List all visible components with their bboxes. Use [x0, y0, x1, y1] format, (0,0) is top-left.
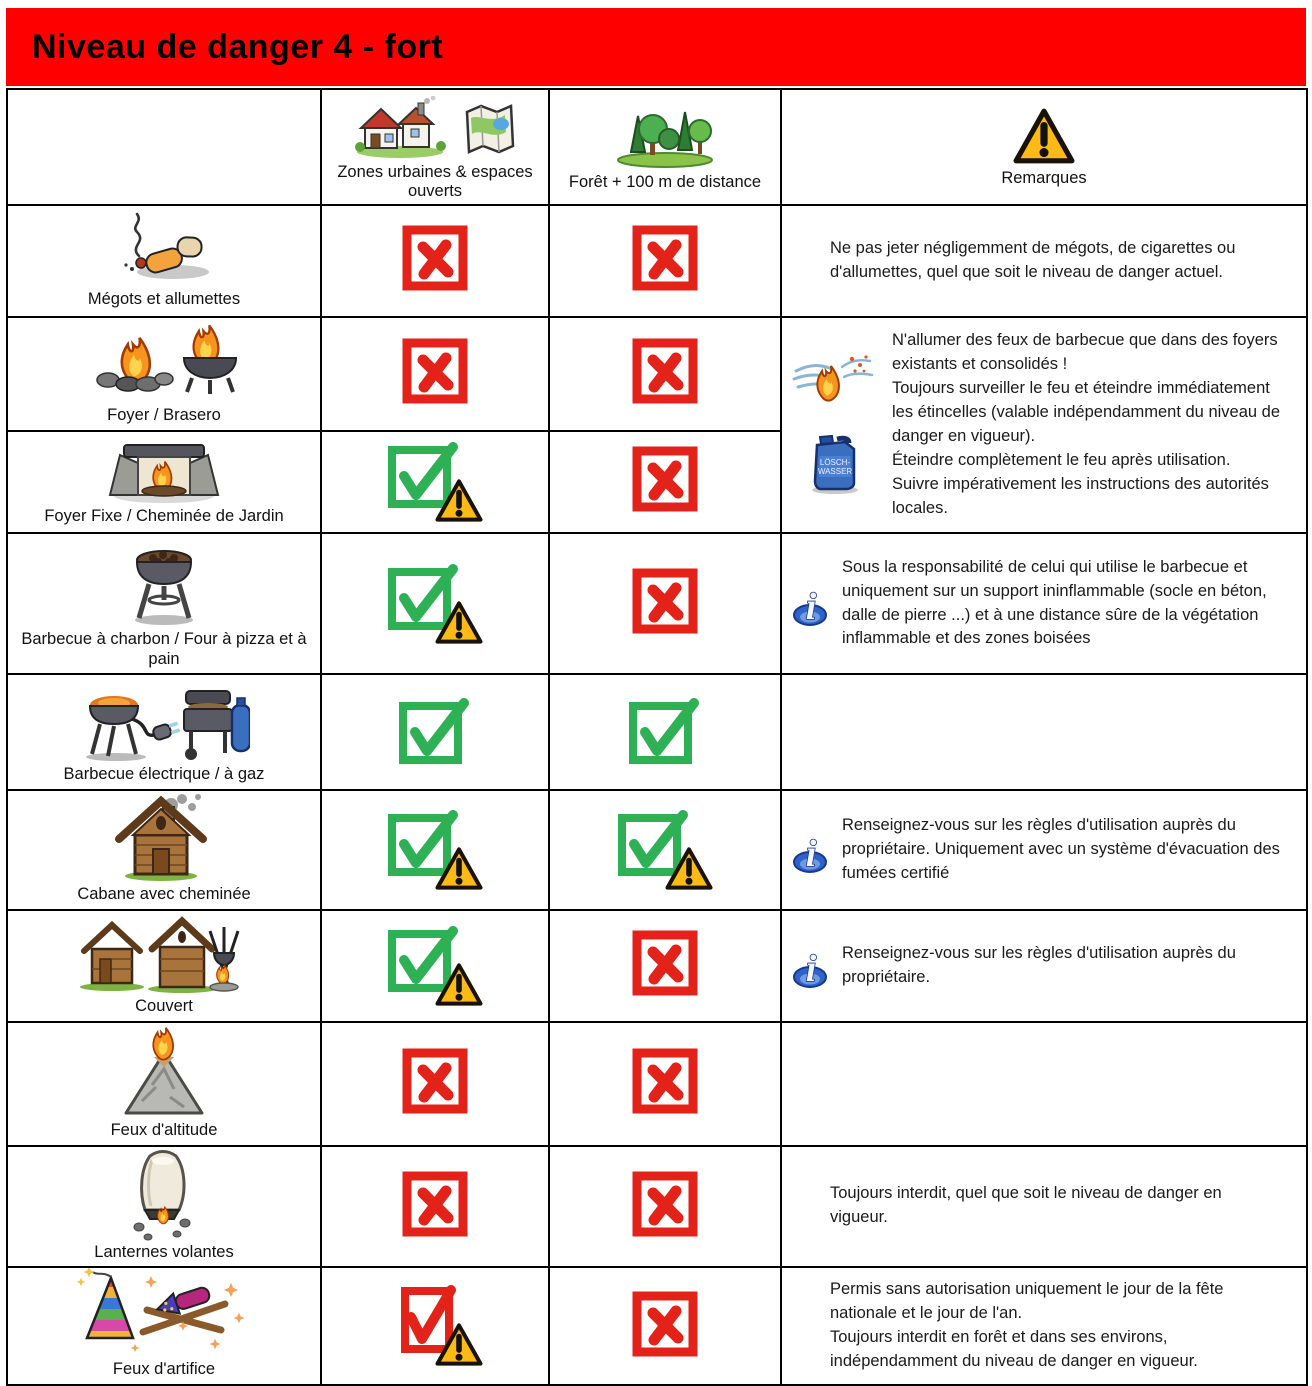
- svg-text:i: i: [805, 948, 817, 990]
- header-remarks-label: Remarques: [1001, 169, 1087, 188]
- svg-text:i: i: [805, 586, 817, 628]
- remarks-value-cell: [781, 1022, 1307, 1146]
- forest-status-cell: [549, 790, 781, 910]
- forbidden-icon: [632, 338, 698, 409]
- remark-line: Sous la responsabilité de celui qui utilise le barbecue et uniquement sur un support ininflammable (socle en béton, dalle de pierre ...) et à une distance sûre de la végétation inflammable et des zones boisées: [842, 557, 1267, 648]
- water-canister-icon: [806, 430, 864, 499]
- table-row: [7, 533, 1307, 675]
- remark-text: [838, 808, 1306, 892]
- allowed-with-warning-icon: [387, 561, 483, 647]
- allowed-with-warning-icon: [387, 807, 483, 893]
- page-title: Niveau de danger 4 - fort: [32, 27, 444, 66]
- restricted-with-warning-icon: [387, 1283, 483, 1369]
- activity-cell: [7, 790, 321, 910]
- activity-label: Barbecue électrique / à gaz: [63, 765, 265, 784]
- header-forest-label: Forêt + 100 m de distance: [568, 173, 762, 192]
- info-icon: [790, 575, 830, 632]
- forest-status-cell: [549, 1267, 781, 1385]
- svg-text:LÖSCH-: LÖSCH-: [819, 457, 851, 467]
- houses-icon: [353, 96, 447, 163]
- activity-label: Foyer / Brasero: [107, 405, 221, 424]
- remarks-value-cell: [781, 205, 1307, 317]
- warning-triangle-icon: [435, 963, 483, 1011]
- activity-cell: [7, 674, 321, 790]
- forbidden-icon: [632, 568, 698, 639]
- svg-text:WASSER: WASSER: [817, 466, 853, 476]
- forbidden-icon: [632, 930, 698, 1001]
- urban-status-cell: [321, 1267, 549, 1385]
- table-row: [7, 790, 1307, 910]
- remarks-value-cell: [781, 910, 1307, 1022]
- urban-status-cell: [321, 1022, 549, 1146]
- remark-line: Toujours surveiller le feu et éteindre immédiatement les étincelles (valable indépendamment du niveau de danger en vigueur).: [892, 378, 1280, 445]
- forbidden-icon: [632, 1291, 698, 1362]
- activity-cell: [7, 910, 321, 1022]
- remark-line: Renseignez-vous sur les règles d'utilisation auprès du propriétaire. Uniquement avec un système d'évacuation des fumées certifié: [842, 816, 1280, 882]
- remark-text: [888, 323, 1306, 526]
- remark-text: [782, 726, 1306, 738]
- cabin-chimney-icon: [103, 791, 225, 883]
- activity-cell: [7, 317, 321, 431]
- table-row: [7, 317, 1307, 431]
- shelter-icon: [76, 911, 252, 995]
- activity-cell: [7, 1267, 321, 1385]
- garden-fireplace-icon: [96, 433, 232, 505]
- warning-triangle-icon: [435, 1323, 483, 1371]
- map-icon: [461, 102, 517, 163]
- forbidden-icon: [632, 1048, 698, 1119]
- remarks-value-cell: [781, 1267, 1307, 1385]
- forest-status-cell: [549, 674, 781, 790]
- cigarette-butt-icon: [101, 208, 227, 288]
- remark-text: [838, 550, 1306, 658]
- forest-status-cell: [549, 533, 781, 675]
- allowed-icon: [398, 695, 472, 770]
- remark-text: [782, 231, 1306, 291]
- activity-label: Cabane avec cheminée: [77, 885, 251, 904]
- allowed-icon: [628, 695, 702, 770]
- urban-status-cell: [321, 790, 549, 910]
- urban-status-cell: [321, 910, 549, 1022]
- warning-triangle-icon: [435, 601, 483, 649]
- forest-status-cell: [549, 1146, 781, 1268]
- remark-line: N'allumer des feux de barbecue que dans des foyers existants et consolidés !: [892, 331, 1278, 374]
- forbidden-icon: [632, 446, 698, 517]
- remark-line: Suivre impérativement les instructions des autorités locales.: [892, 474, 1269, 517]
- table-row: [7, 205, 1307, 317]
- activity-label: Couvert: [135, 996, 193, 1015]
- urban-status-cell: [321, 317, 549, 431]
- activity-label: Lanternes volantes: [94, 1242, 234, 1261]
- forest-status-cell: [549, 910, 781, 1022]
- table-row: [7, 1022, 1307, 1146]
- header-remarks-cell: [781, 89, 1307, 205]
- activity-label: Mégots et allumettes: [87, 290, 241, 309]
- info-icon: [790, 822, 830, 879]
- forbidden-icon: [632, 225, 698, 296]
- forbidden-icon: [402, 1171, 468, 1242]
- remarks-value-cell: [781, 674, 1307, 790]
- allowed-with-warning-icon: [387, 923, 483, 1009]
- mountain-fire-icon: [110, 1023, 218, 1119]
- activity-label: Feux d'altitude: [110, 1120, 218, 1139]
- activity-label: Barbecue à charbon / Four à pizza et à pain: [21, 629, 307, 668]
- electric-gas-barbecue-icon: [78, 675, 250, 763]
- activity-cell: [7, 1146, 321, 1268]
- svg-text:i: i: [805, 832, 817, 874]
- forest-status-cell: [549, 205, 781, 317]
- header-urban-label: Zones urbaines & espaces ouverts: [337, 163, 533, 200]
- warning-triangle-icon: [1013, 108, 1075, 169]
- remark-text: [782, 1272, 1306, 1380]
- table-row: [7, 674, 1307, 790]
- forest-icon: [612, 104, 718, 173]
- table-row: [7, 910, 1307, 1022]
- urban-status-cell: [321, 674, 549, 790]
- header-forest-cell: [549, 89, 781, 205]
- remark-text: [838, 936, 1306, 996]
- urban-status-cell: [321, 1146, 549, 1268]
- remarks-value-cell: [781, 533, 1307, 675]
- fireworks-icon: [71, 1268, 257, 1358]
- sky-lantern-icon: [117, 1147, 211, 1241]
- activity-label: Feux d'artifice: [112, 1360, 216, 1379]
- header-urban-cell: [321, 89, 549, 205]
- remark-line: Toujours interdit en forêt et dans ses environs, indépendamment du niveau de danger en vigueur.: [830, 1328, 1198, 1371]
- activity-cell: [7, 533, 321, 675]
- forest-status-cell: [549, 431, 781, 533]
- header-row: [7, 89, 1307, 205]
- activity-cell: [7, 1022, 321, 1146]
- warning-triangle-icon: [435, 479, 483, 527]
- remarks-value-cell: [781, 317, 1307, 533]
- charcoal-barbecue-icon: [108, 534, 220, 628]
- danger-level-banner: [6, 8, 1306, 86]
- campfire-brazier-icon: [86, 318, 242, 404]
- forbidden-icon: [402, 225, 468, 296]
- forest-status-cell: [549, 317, 781, 431]
- remark-line: Toujours interdit, quel que soit le niveau de danger en vigueur.: [830, 1184, 1222, 1227]
- header-activity-cell: [7, 89, 321, 205]
- info-icon: [790, 937, 830, 994]
- warning-triangle-icon: [665, 847, 713, 895]
- remark-text: [782, 1176, 1306, 1236]
- remark-line: Ne pas jeter négligemment de mégots, de cigarettes ou d'allumettes, quel que soit le niveau de danger actuel.: [830, 239, 1236, 281]
- remarks-value-cell: [781, 1146, 1307, 1268]
- table-row: [7, 1146, 1307, 1268]
- allowed-with-warning-icon: [617, 807, 713, 893]
- fire-rules-table: [6, 88, 1308, 1386]
- forbidden-icon: [402, 338, 468, 409]
- urban-status-cell: [321, 205, 549, 317]
- warning-triangle-icon: [435, 847, 483, 895]
- forbidden-icon: [402, 1048, 468, 1119]
- forbidden-icon: [632, 1171, 698, 1242]
- remark-line: Permis sans autorisation uniquement le jour de la fête nationale et le jour de l'an.: [830, 1280, 1224, 1323]
- activity-cell: [7, 205, 321, 317]
- remark-text: [782, 1078, 1306, 1090]
- table-row: [7, 1267, 1307, 1385]
- sparks-fire-icon: [792, 351, 878, 408]
- remark-line: Éteindre complètement le feu après utilisation.: [892, 450, 1231, 469]
- urban-status-cell: [321, 533, 549, 675]
- remarks-value-cell: [781, 790, 1307, 910]
- activity-label: Foyer Fixe / Cheminée de Jardin: [44, 506, 284, 525]
- urban-status-cell: [321, 431, 549, 533]
- remark-line: Renseignez-vous sur les règles d'utilisation auprès du propriétaire.: [842, 943, 1236, 986]
- forest-status-cell: [549, 1022, 781, 1146]
- allowed-with-warning-icon: [387, 439, 483, 525]
- activity-cell: [7, 431, 321, 533]
